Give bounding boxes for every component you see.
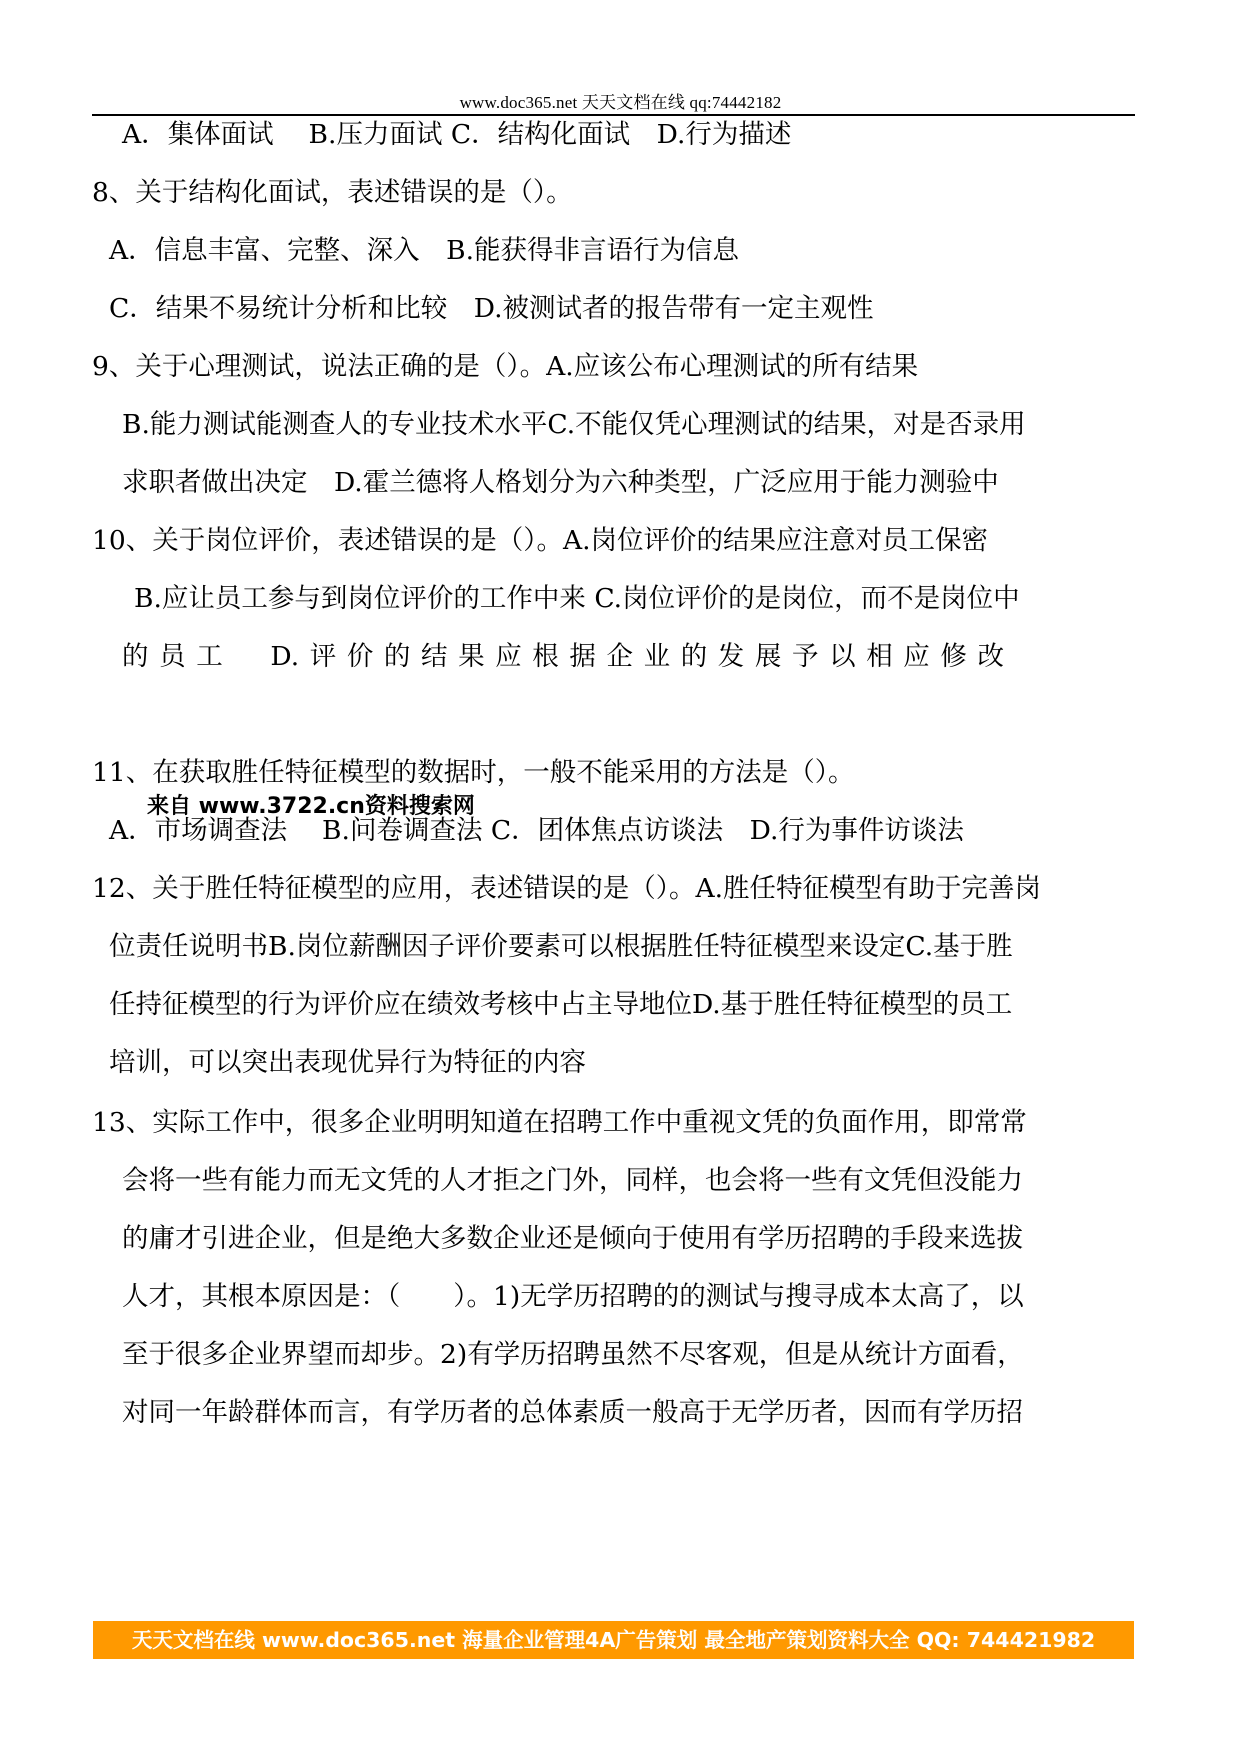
- text-line-q13-cont-3: 人才，其根本原因是：（ ）。1)无学历招聘的的测试与搜寻成本太高了，以: [122, 1281, 1024, 1312]
- text-line-q11: 11、在获取胜任特征模型的数据时，一般不能采用的方法是（）。: [92, 757, 855, 788]
- source-note: 来自 www.3722.cn资料搜索网: [147, 794, 475, 819]
- text-line-q8: 8、关于结构化面试，表述错误的是（）。: [92, 177, 573, 208]
- text-line-q12: 12、关于胜任特征模型的应用，表述错误的是（）。A.胜任特征模型有助于完善岗: [92, 873, 1042, 904]
- text-line-q13-cont-5: 对同一年龄群体而言，有学历者的总体素质一般高于无学历者，因而有学历招: [122, 1397, 1023, 1428]
- text-line-q9-cont-2: 求职者做出决定 D.霍兰德将人格划分为六种类型，广泛应用于能力测验中: [122, 467, 999, 498]
- text-line-q12-cont-3: 培训，可以突出表现优异行为特征的内容: [109, 1047, 586, 1078]
- text-line-q13-cont-1: 会将一些有能力而无文凭的人才拒之门外，同样，也会将一些有文凭但没能力: [122, 1165, 1023, 1196]
- page-header: www.doc365.net 天天文档在线 qq:74442182: [459, 93, 782, 112]
- text-line-q10-cont-2: 的员工 D.评价的结果应根据企业的发展予以相应修改: [122, 641, 1004, 672]
- text-line-q10: 10、关于岗位评价，表述错误的是（）。A.岗位评价的结果应注意对员工保密: [92, 525, 989, 556]
- text-line-q9-cont-1: B.能力测试能测查人的专业技术水平C.不能仅凭心理测试的结果，对是否录用: [122, 409, 1026, 440]
- text-line-q12-cont-2: 任持征模型的行为评价应在绩效考核中占主导地位D.基于胜任特征模型的员工: [109, 989, 1013, 1020]
- text-line-q12-cont-1: 位责任说明书B.岗位薪酬因子评价要素可以根据胜任特征模型来设定C.基于胜: [109, 931, 1013, 962]
- text-line-q9: 9、关于心理测试，说法正确的是（）。A.应该公布心理测试的所有结果: [92, 351, 919, 382]
- text-line-q11-options: A．市场调查法 B.问卷调查法 C．团体焦点访谈法 D.行为事件访谈法: [109, 815, 964, 846]
- text-line-q13: 13、实际工作中，很多企业明明知道在招聘工作中重视文凭的负面作用，即常常: [92, 1107, 1027, 1138]
- text-line-q8-options-ab: A．信息丰富、完整、深入 B.能获得非言语行为信息: [109, 235, 740, 266]
- text-line-q13-cont-4: 至于很多企业界望而却步。2)有学历招聘虽然不尽客观，但是从统计方面看，: [122, 1339, 1024, 1370]
- footer-banner: 天天文档在线 www.doc365.net 海量企业管理4A广告策划 最全地产策划资料大全 QQ: 744421982: [93, 1621, 1134, 1659]
- text-line-q13-cont-2: 的庸才引进企业，但是绝大多数企业还是倾向于使用有学历招聘的手段来选拔: [122, 1223, 1023, 1254]
- header-divider: [92, 114, 1135, 116]
- text-line-q10-cont-1: B.应让员工参与到岗位评价的工作中来 C.岗位评价的是岗位，而不是岗位中: [134, 583, 1020, 614]
- text-line-q8-options-cd: C．结果不易统计分析和比较 D.被测试者的报告带有一定主观性: [109, 293, 874, 324]
- text-line-q7-options: A．集体面试 B.压力面试 C．结构化面试 D.行为描述: [122, 119, 792, 150]
